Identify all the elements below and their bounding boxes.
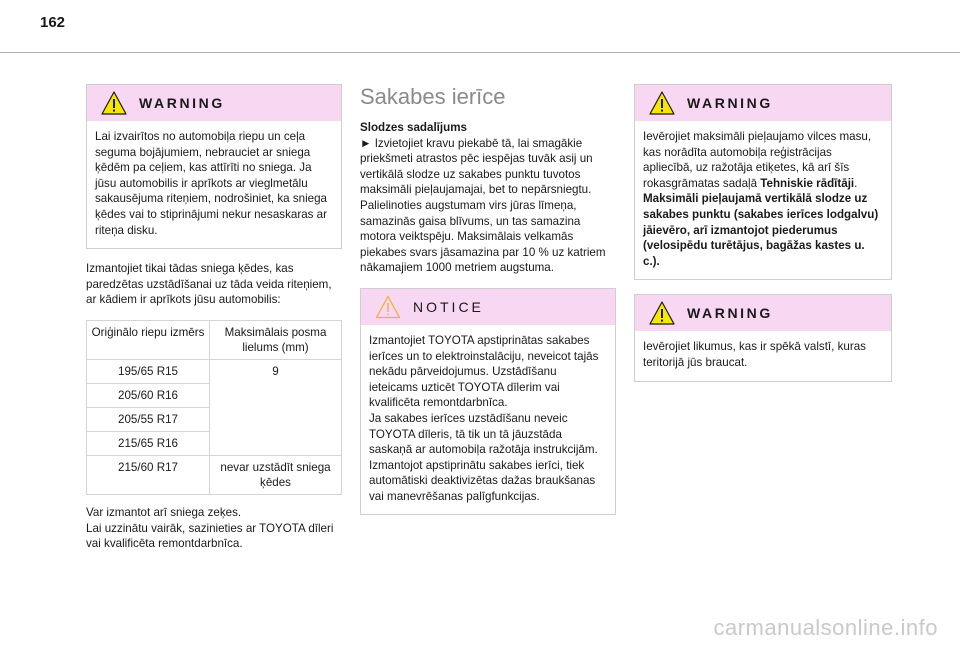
warning-box-snow-chains xyxy=(86,84,342,249)
notice-text: Izmantojiet TOYOTA apstiprinātas sakabes ierīces un to elektroinstalāciju, neveicot tajās nekādu pārveidojumus. Uzstādīšanu ieteicams uzticēt TOYOTA dīlerim vai kvalificēta remontdarbnīca. Ja sakabes ierīces uzstādīšanu neveic TOYOTA dīleris, tā tik un tā jāuzstāda saskaņā ar automobiļa ražotāja instrukcijām. Izmantojot apstiprinātu sakabes ierīci, tiek automātiski deaktivizētas dažas braukšanas vai manevrēšanas palīgfunkcijas. xyxy=(369,333,599,503)
technical-data-reference: Tehniskie rādītāji xyxy=(760,176,855,190)
warning-text: Ievērojiet likumus, kas ir spēkā valstī, kuras teritorijā jūs braucat. xyxy=(643,340,866,369)
table-header-max: Maksimālais posma lielums (mm) xyxy=(210,320,342,359)
table-row xyxy=(87,455,342,494)
table-cell-size: 215/65 R16 xyxy=(87,431,210,455)
table-cell-max: nevar uzstādīt sniega ķēdes xyxy=(210,455,342,494)
warning-box-header xyxy=(635,85,891,121)
section-title: Sakabes ierīce xyxy=(360,84,506,109)
snow-chains-intro: Izmantojiet tikai tādas sniega ķēdes, kas paredzētas uzstādīšanai uz tāda veida riteņiem, ar kādiem ir aprīkots jūsu automobilis: xyxy=(86,262,332,307)
warning-triangle-icon xyxy=(649,301,675,325)
table-cell-max: 9 xyxy=(210,359,342,455)
table-row xyxy=(87,359,342,383)
warning-box-towing-mass xyxy=(634,84,892,280)
notice-title: NOTICE xyxy=(413,298,484,315)
load-distribution-text: ► Izvietojiet kravu piekabē tā, lai smagākie priekšmeti atrastos pēc iespējas tuvāk asij un vertikālā slodze uz sakabes punktu tuvotos maksimāli pieļaujamajai, bet to nepārsniegtu. Palielinoties augstumam virs jūras līmeņa, samazinās gaisa blīvums, un tas samazina motora veiktspēju. Maksimālais velkamās piekabes svars jāsamazina par 10 % uz katriem nākamajiem 1000 metriem augstuma. xyxy=(360,136,606,275)
load-distribution-heading: Slodzes sadalījums xyxy=(360,121,467,134)
column-right xyxy=(634,84,892,382)
warning-box-laws xyxy=(634,294,892,381)
vertical-load-warning: Maksimāli pieļaujamā vertikālā slodze uz sakabes punktu (sakabes ierīces lodgalvu) jāievēro, arī izmantojot piederumus (velosipēdu turētājus, bagāžas kastes u. c.). xyxy=(643,192,879,268)
warning-title: WARNING xyxy=(139,95,225,111)
warning-text xyxy=(635,121,891,279)
warning-box-header xyxy=(87,85,341,121)
warning-text: Lai izvairītos no automobiļa riepu un ceļa seguma bojājumiem, nebrauciet ar sniega ķēdēm pa ceļiem, kas attīrīti no sniega. Ja jūsu automobilis ir aprīkots ar vieglmetālu sakausējuma riteņiem, nodrošiniet, ka sniega ķēdes vai to stiprinājumi nekur nesaskaras ar riteņa disku. xyxy=(95,130,327,237)
table-cell-size: 205/55 R17 xyxy=(87,407,210,431)
header-divider xyxy=(0,52,960,53)
warning-text-part: . xyxy=(854,176,858,190)
page-number: 162 xyxy=(40,14,66,31)
table-cell-size: 205/60 R16 xyxy=(87,383,210,407)
warning-triangle-icon xyxy=(649,91,675,115)
table-cell-size: 215/60 R17 xyxy=(87,455,210,494)
snow-socks-note: Var izmantot arī sniega zeķes. Lai uzzinātu vairāk, sazinieties ar TOYOTA dīleri vai kvalificēta remontdarbnīca. xyxy=(86,505,334,551)
warning-triangle-icon xyxy=(101,91,127,115)
notice-triangle-icon xyxy=(375,295,401,319)
column-left xyxy=(86,84,342,552)
warning-box-header xyxy=(635,295,891,331)
warning-title: WARNING xyxy=(687,305,773,322)
snow-chains-table xyxy=(86,320,342,495)
watermark: carmanualsonline.info xyxy=(713,615,938,640)
warning-title: WARNING xyxy=(687,95,773,111)
warning-text-part: Ievērojiet maksimāli pieļaujamo vilces masu, kas norādīta automobiļa reģistrācijas apliecībā, uz ražotāja etiķetes, kā arī šīs rokasgrāmatas sadaļā xyxy=(643,130,872,190)
notice-box-towbar xyxy=(360,288,616,516)
table-header-row xyxy=(87,320,342,359)
table-header-size: Oriģinālo riepu izmērs xyxy=(87,320,210,359)
table-cell-size: 195/65 R15 xyxy=(87,359,210,383)
notice-box-header xyxy=(361,289,615,325)
column-middle xyxy=(360,84,616,515)
